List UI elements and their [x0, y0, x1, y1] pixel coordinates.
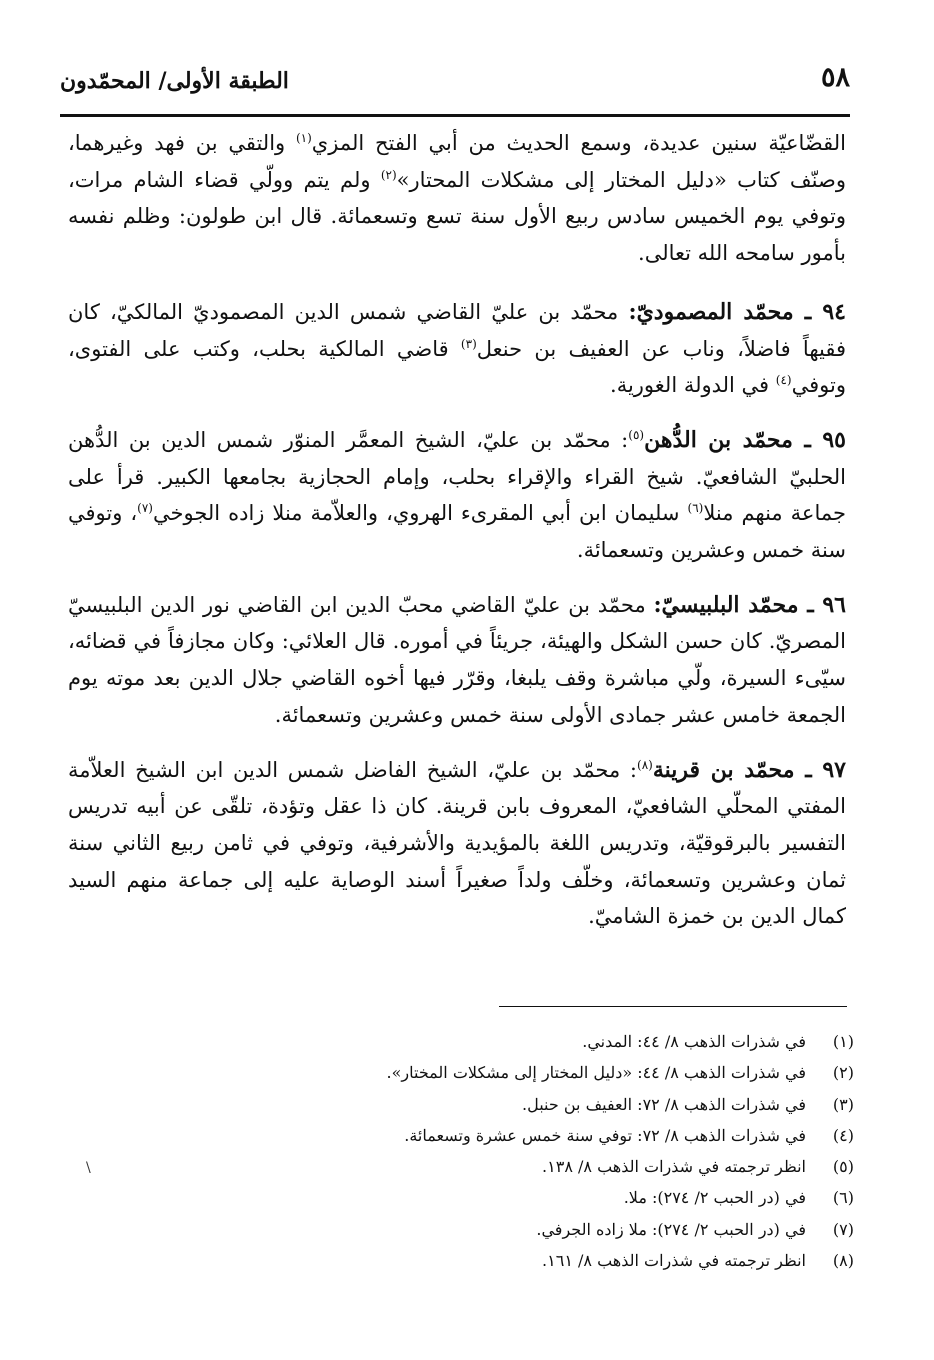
footnote-text: في (در الحبب ٢/ ٢٧٤): ملا زاده الجرفي.	[536, 1219, 806, 1239]
footnote-text: في شذرات الذهب ٨/ ٤٤: «دليل المختار إلى مشكلات المختار».	[386, 1063, 806, 1083]
footnote-ref: (٣)	[460, 336, 477, 351]
footnote-number: (٤)	[832, 1125, 854, 1145]
footnote-ref: (١)	[295, 131, 312, 145]
footnote	[154, 1214, 854, 1245]
paragraph	[68, 422, 846, 569]
footnote-number: (٢)	[832, 1063, 854, 1083]
text-run: : محمّد بن عليّ، الشيخ المعمَّر المنوّر شمس الدين بن الدُّهن الحلبيّ الشافعيّ. شيخ القراء والإقراء بحلب، وإمام الحجازية بجامعها الكبير. قرأ على جماعة منهم منلا	[68, 427, 846, 526]
text-run: ، وتوفي سنة خمس وعشرين وتسعمائة.	[68, 501, 846, 563]
footnote-text: في (در الحبب ٢/ ٢٧٤): ملا.	[623, 1188, 806, 1208]
paragraph	[68, 587, 846, 734]
footnote-number: (٣)	[832, 1094, 854, 1114]
paragraph	[68, 752, 846, 936]
footnote-number: (٧)	[832, 1219, 854, 1239]
footnote-ref: (٨)	[637, 757, 653, 772]
footnote	[154, 1245, 854, 1276]
footnote	[154, 1057, 854, 1088]
paragraph	[68, 294, 846, 404]
footnote-text: في شذرات الذهب ٨/ ٧٢: توفي سنة خمس عشرة وتسعمائة.	[404, 1125, 806, 1145]
footnote-ref: (٥)	[628, 427, 645, 442]
text-run: محمّد بن عليّ القاضي شمس الدين المصموديّ المالكيّ، كان فقيهاً فاضلاً، وناب عن العفيف بن حنعل	[68, 299, 847, 361]
footnote-ref: (٢)	[380, 167, 397, 182]
header-rule	[60, 114, 850, 117]
footnote	[154, 1182, 854, 1213]
stray-mark: \	[86, 1160, 91, 1176]
text-run: ولم يتم وولّي قضاء الشام مرات، وتوفي يوم الخميس سادس ربيع الأول سنة تسع وتسعمائة. قال ابن طولون: وظلم نفسه بأمور سامحه الله تعالى.	[68, 167, 846, 266]
footnote	[154, 1089, 854, 1120]
footnote-ref: (٤)	[775, 373, 792, 388]
footnote-ref: (٦)	[687, 501, 704, 516]
body-text	[68, 125, 846, 953]
footnote-ref: (٧)	[137, 501, 153, 516]
page-number: ٥٨	[820, 62, 850, 93]
footnote-number: (٨)	[832, 1251, 854, 1271]
footnote-number: (١)	[832, 1032, 854, 1051]
entry-heading: ٩٤ ـ محمّد المصموديّ:	[628, 298, 846, 325]
text-run: محمّد بن عليّ القاضي محبّ الدين ابن القاضي نور الدين البلبيسيّ المصريّ. كان حسن الشكل والهيئة، جريئاً في أموره. قال العلائي: وكان مجازفاً في قضائه، سيّىء السيرة، ولّي مباشرة وقف يلبغا، وقرّر فيها أخوه القاضي جلال الدين بعد موته يوم الجمعة خامس عشر جمادى الأولى سنة خمس وعشرين وتسعمائة.	[68, 592, 846, 727]
footnote-text: في شذرات الذهب ٨/ ٤٤: المدني.	[582, 1032, 806, 1051]
text-run: قاضي المالكية بحلب، وكتب على الفتوى، وتوفي	[68, 336, 846, 398]
text-run: : محمّد بن عليّ، الشيخ الفاضل شمس الدين ابن الشيخ العلاّمة المفتي المحلّي الشافعيّ، المعروف بابن قرينة. كان ذا عقل وتؤدة، تلقّى عن أبيه تدريس التفسير بالبرقوقيّة، وتدريس اللغة بالمؤيدية والأشرفية، وتوفي في ثامن ربيع الثاني سنة ثمان وعشرين وتسعمائة، وخلّف ولداً صغيراً أسند الوصاية عليه إلى جماعة منهم السيد كمال الدين بن خمزة الشاميّ.	[68, 757, 846, 929]
footnote	[154, 1026, 854, 1057]
footnote-text: انظر ترجمته في شذرات الذهب ٨/ ١٣٨.	[542, 1157, 806, 1177]
text-run: في الدولة الغورية.	[610, 373, 776, 398]
text-run: سليمان ابن أبي المقرىء الهروي، والعلاّمة منلا زاده الجوخي	[152, 501, 688, 526]
footnotes	[154, 1026, 854, 1276]
footnote	[154, 1120, 854, 1151]
page-header	[60, 62, 850, 108]
footnote-text: في شذرات الذهب ٨/ ٧٢: العفيف بن حنبل.	[522, 1094, 806, 1114]
text-run: القضّاعيّة سنين عديدة، وسمع الحديث من أبي الفتح المزي	[311, 131, 846, 155]
text-run: والتقي بن فهد وغيرهما، وصنّف كتاب «دليل المختار إلى مشكلات المحتار»	[68, 131, 846, 192]
entry-heading: ٩٧ ـ محمّد بن قرينة	[652, 756, 846, 783]
footnote-number: (٦)	[832, 1188, 854, 1208]
running-title: الطبقة الأولى/ المحمّدون	[60, 68, 289, 94]
entry-heading: ٩٦ ـ محمّد البلبيسيّ:	[653, 591, 846, 618]
footnote-text: انظر ترجمته في شذرات الذهب ٨/ ١٦١.	[542, 1251, 806, 1271]
footnote-separator	[499, 1006, 847, 1007]
entry-heading: ٩٥ ـ محمّد بن الدُّهن	[644, 426, 846, 453]
footnote	[154, 1151, 854, 1182]
footnote-number: (٥)	[832, 1157, 854, 1177]
paragraph	[68, 125, 846, 272]
